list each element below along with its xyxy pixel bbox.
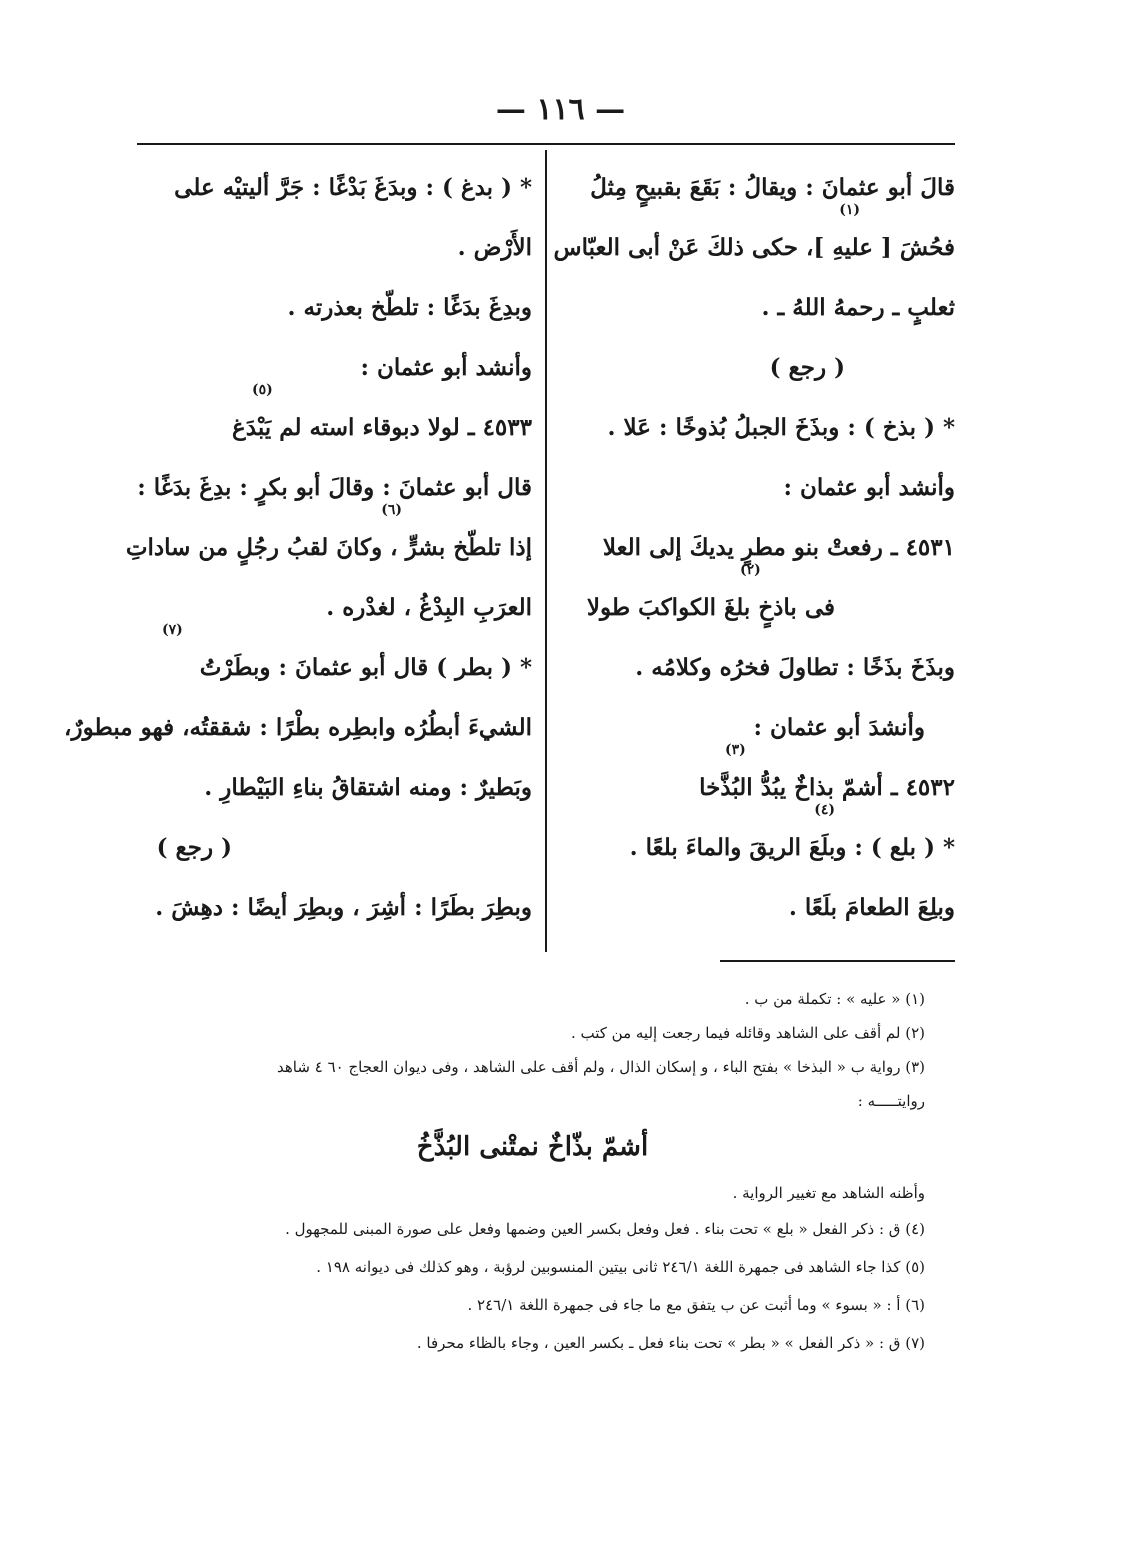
footnotes xyxy=(140,982,925,1362)
text-line: وبَطيرٌ : ومنه اشتقاقُ بناءِ البَيْطارِ . xyxy=(204,774,532,801)
entry-heading: * ( بطر ) قال أبو عثمانَ : وبطَرْتُ (٧) xyxy=(162,622,532,681)
verse-line: فى باذخٍ بلغَ الكواكبَ طولا (٢) xyxy=(586,562,835,621)
footnote-marker: (٦) xyxy=(381,502,402,518)
text-line: قالَ أبو عثمانَ : ويقالُ : بَقَعَ بقبيحٍ مِثلُ xyxy=(590,174,955,201)
text-line: وأنشد أبو عثمان : xyxy=(783,474,955,501)
text-line: وبذَخَ بذَخًا : تطاولَ فخرُه وكلامُه . xyxy=(635,654,955,681)
text-line: إذا تلطّخ بشرٍّ ، وكانَ لقبُ رجُلٍ من ساداتِ (٦) xyxy=(125,502,532,561)
text-line: فحُشَ [ عليهِ ]، حكى ذلكَ عَنْ أبى العبّاس (١) xyxy=(553,202,955,261)
footnote-continuation: وأظنه الشاهد مع تغيير الرواية . xyxy=(732,1184,925,1202)
footnote-rule xyxy=(720,960,955,962)
text-line: وأنشد أبو عثمان : xyxy=(360,354,532,381)
footnote-marker: (٢) xyxy=(740,562,761,578)
entry-heading: * ( بلع ) : وبلَعَ الريقَ والماءَ بلعًا . (٤) xyxy=(629,802,955,861)
text-line: الشيءَ أبطُرُه وابطِره بطْرًا : شققتُه، فهو مبطورٌ، xyxy=(64,714,532,741)
footnote: (٤) ق : ذكر الفعل « بلع » تحت بناء . فعل وفعل بكسر العين وضمها وفعل على صورة المبنى للمجهول . xyxy=(285,1220,925,1238)
right-column xyxy=(553,158,955,938)
footnote: (٧) ق : « ذكر الفعل » « بطر » تحت بناء فعل ـ بكسر العين ، وجاء بالظاء محرفا . xyxy=(416,1334,925,1352)
footnote: (٦) أ : « بسوء » وما أثبت عن ب يتفق مع ما جاء فى جمهرة اللغة ٢٤٦/١ . xyxy=(467,1296,925,1314)
section-heading: ( رجع ) xyxy=(769,354,845,381)
text-line: الأَرْض . xyxy=(457,234,532,261)
text-line: وبلِعَ الطعامَ بلَعًا . xyxy=(788,894,955,921)
entry-heading: * ( بدغ ) : وبدَغَ بَدْغًا : جَرَّ أليتيْه على xyxy=(174,174,532,201)
header-rule xyxy=(137,143,955,145)
footnote: (١) « عليه » : تكملة من ب . xyxy=(744,990,925,1008)
footnote: (٣) رواية ب « البذخا » بفتح الباء ، و إسكان الذال ، ولم أقف على الشاهد ، وفى ديوان العجاج ٦٠ ٤ شاهد xyxy=(277,1058,925,1076)
verse-number-line: ٤٥٣٣ ـ لولا دبوقاء استه لم يَبْدَغ (٥) xyxy=(232,382,532,441)
footnote-marker: (٣) xyxy=(725,742,746,758)
text-line: ثعلبٍ ـ رحمهُ اللهُ ـ . xyxy=(761,294,955,321)
footnote-marker: (١) xyxy=(839,202,860,218)
section-heading: ( رجع ) xyxy=(156,834,232,861)
text-line: قال أبو عثمانَ : وقالَ أبو بكرٍ : بدِغَ بدَغًا : xyxy=(137,474,532,501)
footnote: (٥) كذا جاء الشاهد فى جمهرة اللغة ٢٤٦/١ ثانى بيتين المنسوبين لرؤبة ، وهو كذلك فى ديوانه ١٩٨ . xyxy=(316,1258,925,1276)
footnote-marker: (٤) xyxy=(814,802,835,818)
left-column xyxy=(64,158,532,938)
text-line: وبطِرَ بطَرًا : أشِرَ ، وبطِرَ أيضًا : دهِشَ . xyxy=(155,894,532,921)
column-divider xyxy=(545,150,547,952)
page-number: — ١١٦ — xyxy=(495,92,626,127)
footnote-verse: أشمّ بذّاخٌ نمتْنى البُذَّخُ xyxy=(416,1132,649,1162)
text-line: العرَبِ البِدْغُ ، لغدْره . xyxy=(326,594,532,621)
footnote-continuation: روايتـــــه : xyxy=(857,1092,925,1110)
verse-number-line: ٤٥٣١ ـ رفعتْ بنو مطرٍ يديكَ إلى العلا xyxy=(602,534,955,561)
text-line: وبدِغَ بدَغًا : تلطّخ بعذرته . xyxy=(287,294,532,321)
text-line: وأنشدَ أبو عثمان : xyxy=(753,714,925,741)
footnote-marker: (٥) xyxy=(252,382,273,398)
footnote-marker: (٧) xyxy=(162,622,183,638)
footnote: (٢) لم أقف على الشاهد وقائله فيما رجعت إليه من كتب . xyxy=(570,1024,925,1042)
entry-heading: * ( بذخ ) : وبذَخَ الجبلُ بُذوخًا : عَلا . xyxy=(607,414,955,441)
verse-number-line: ٤٥٣٢ ـ أشمّ بذاخٌ يبُدُّ البُذَّخا (٣) xyxy=(699,742,955,801)
